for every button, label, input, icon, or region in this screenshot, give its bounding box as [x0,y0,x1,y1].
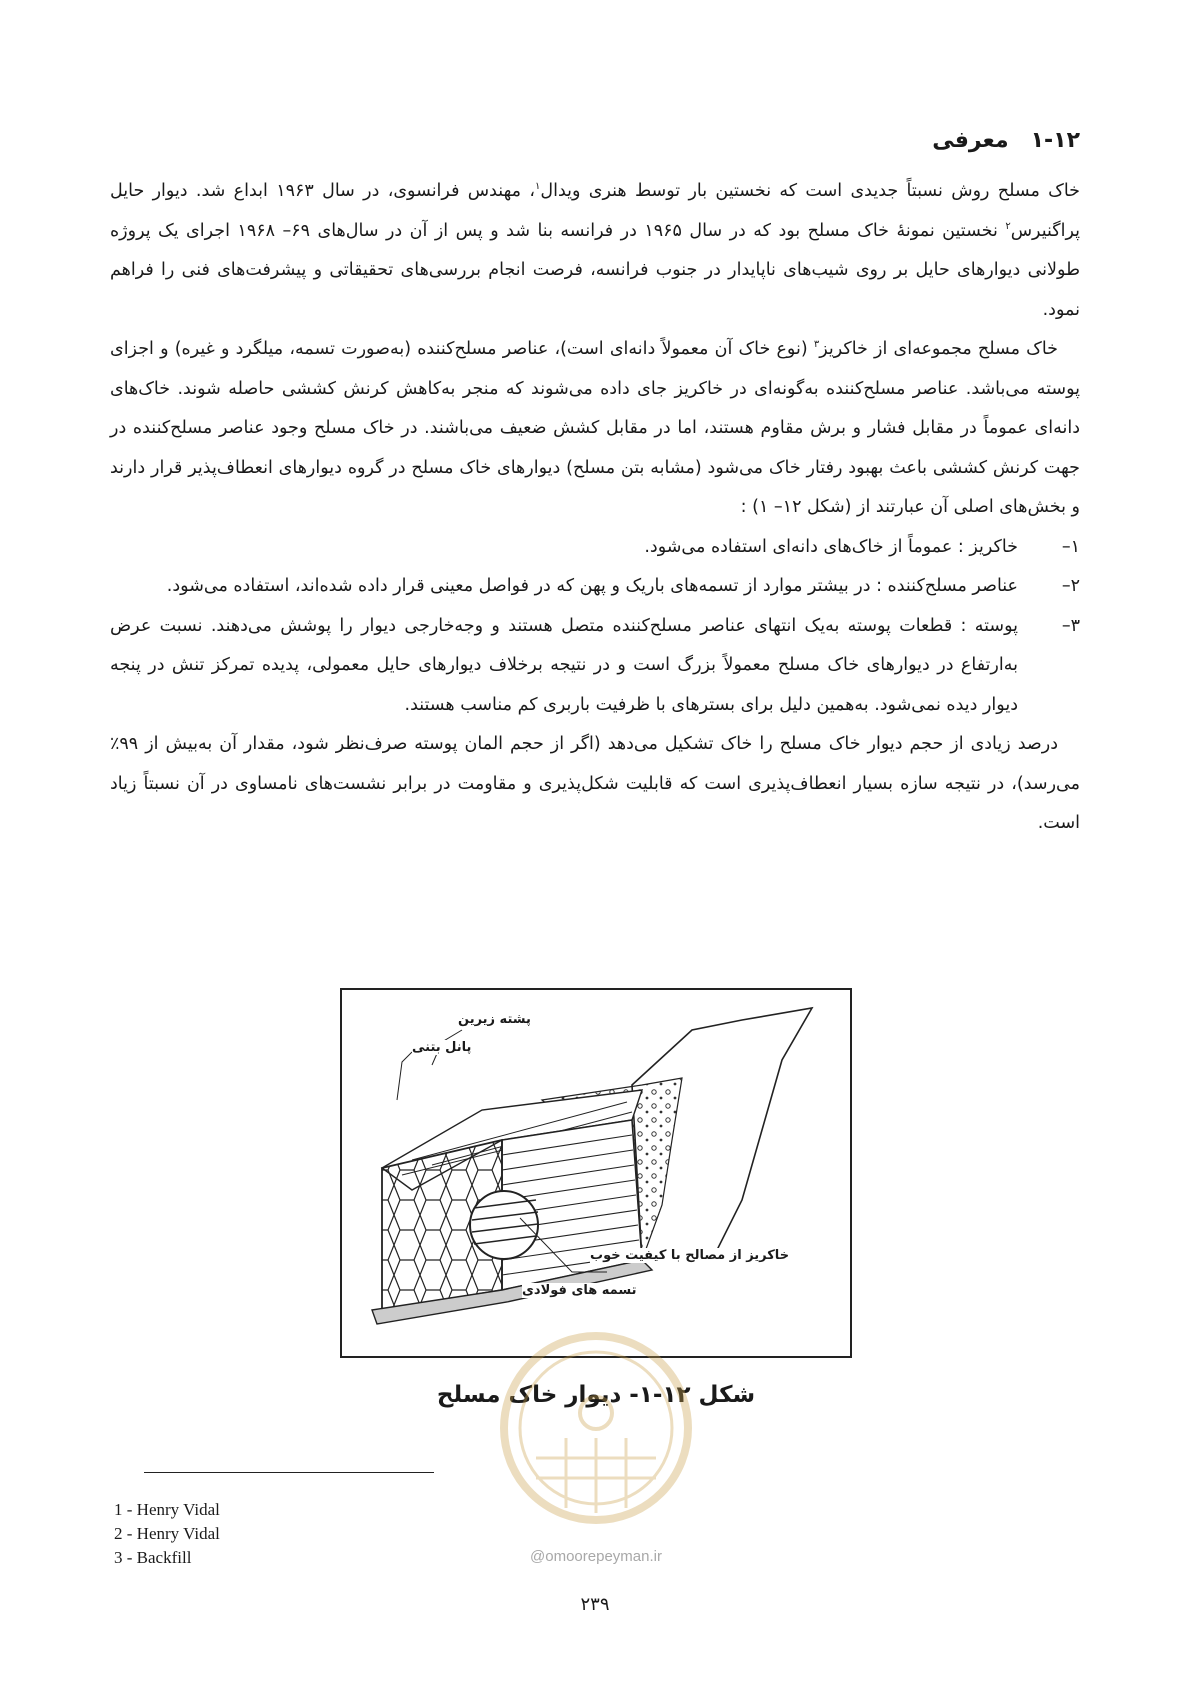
label-steel-strips: تسمه های فولادی [522,1283,637,1298]
paragraph-intro [110,172,1080,330]
label-concrete-panel: پانل بتنی [412,1040,472,1055]
list-marker: ۲– [1061,576,1080,596]
text-run: (نوع خاک آن معمولاً دانه‌ای است)، عناصر مسلح‌کننده (به‌صورت تسمه، میلگرد و غیره) و اجزای پوسته می‌باشد. عناصر مسلح‌کننده به‌گونه‌ای در خاکریز جای داده می‌شوند که منجر به‌کاهش کرنش کششی حاصله شوند. خاک‌های دانه‌ای عموماً در مقابل فشار و برش مقاوم هستند، اما در مقابل کشش ضعیف می‌باشند. در خاک مسلح وجود عناصر مسلح‌کننده در جهت کرنش کششی باعث بهبود رفتار خاک می‌شود (مشابه بتن مسلح) دیوارهای خاک مسلح در گروه دیوارهای انعطاف‌پذیر قرار دارند و بخش‌های اصلی آن عبارتند از (شکل ۱۲– ۱) : [110,339,1080,517]
list-item-text: خاکریز : عموماً از خاک‌های دانه‌ای استفاده می‌شود. [644,536,1018,557]
label-backfill: خاکریز از مصالح با کیفیت خوب [590,1248,790,1263]
body-text [110,172,1080,844]
reinforced-earth-wall-figure [340,988,852,1358]
text-run: خاک مسلح روش نسبتاً جدیدی است که نخستین بار توسط هنری ویدال [540,181,1080,201]
text-run: نخستین نمونهٔ خاک مسلح بود که در سال ۱۹۶۵ در فرانسه بنا شد و پس از آن در سال‌های ۶۹– ۱۹۶۸ اجرای یک پروژه طولانی دیوارهای حایل بر روی شیب‌های ناپایدار در جنوب فرانسه، فرصت انجام بررسی‌های تحقیقاتی و پیشرفت‌های فنی را فراهم نمود. [110,220,1080,320]
list-item [110,607,1080,726]
list-item [110,567,1080,607]
list-marker: ۱– [1061,536,1080,557]
components-list [110,528,1080,726]
footnote-2: 2 - Henry Vidal [114,1524,220,1543]
paragraph-closing: درصد زیادی از حجم دیوار خاک مسلح را خاک تشکیل می‌دهد (اگر از حجم المان پوسته صرف‌نظر شود، مقدار آن به‌بیش از ۹۹٪ می‌رسد)، در نتیجه سازه بسیار انعطاف‌پذیری است که قابلیت شکل‌پذیری و مقاومت در برابر نشست‌های نامساوی در آن نسبتاً زیاد است. [110,734,1080,833]
paragraph-definition [110,330,1080,528]
list-item-text: پوسته : قطعات پوسته به‌یک انتهای عناصر مسلح‌کننده متصل هستند و وجه‌خارجی دیوار را پوشش می‌دهند. نسبت عرض به‌ارتفاع در دیوارهای خاک مسلح معمولاً بزرگ است و در نتیجه برخلاف دیوارهای حایل معمولی، پدیده تمرکز تنش در پنجه دیوار دیده نمی‌شود. به‌همین دلیل برای بسترهای با ظرفیت باربری کم مناسب هستند. [110,615,1018,715]
label-back-face: پشته زیرین [458,1012,531,1027]
list-item [110,528,1080,568]
page-number: ۲۳۹ [580,1594,610,1615]
text-run: ، مهندس فرانسوی، در سال ۱۹۶۳ ابداع شد. دیوار حایل پراگنیرس [110,181,1080,241]
watermark-text: @omoorepeyman.ir [530,1548,662,1565]
footnote-ref-3: ۳ [813,339,820,351]
section-heading [932,128,1080,153]
section-title: معرفی [932,128,1009,153]
footnote-1: 1 - Henry Vidal [114,1500,220,1519]
footnote-3: 3 - Backfill [114,1548,192,1567]
list-marker: ۳– [1061,615,1080,636]
section-number: ۱-۱۲ [1030,128,1080,153]
text-run: خاک مسلح مجموعه‌ای از خاکریز [819,339,1058,359]
footnote-ref-1: ۱ [535,181,541,193]
figure-caption: شکل ۱۲-۱- دیوار خاک مسلح [436,1382,756,1408]
footnote-separator [144,1472,434,1473]
footnotes [114,1498,220,1570]
watermark-seal-icon [496,1328,696,1528]
footnote-ref-2: ۲ [1005,220,1011,232]
list-item-text: عناصر مسلح‌کننده : در بیشتر موارد از تسمه‌های باریک و پهن که در فواصل معینی قرار داده شده‌اند، استفاده می‌شود. [166,576,1018,596]
